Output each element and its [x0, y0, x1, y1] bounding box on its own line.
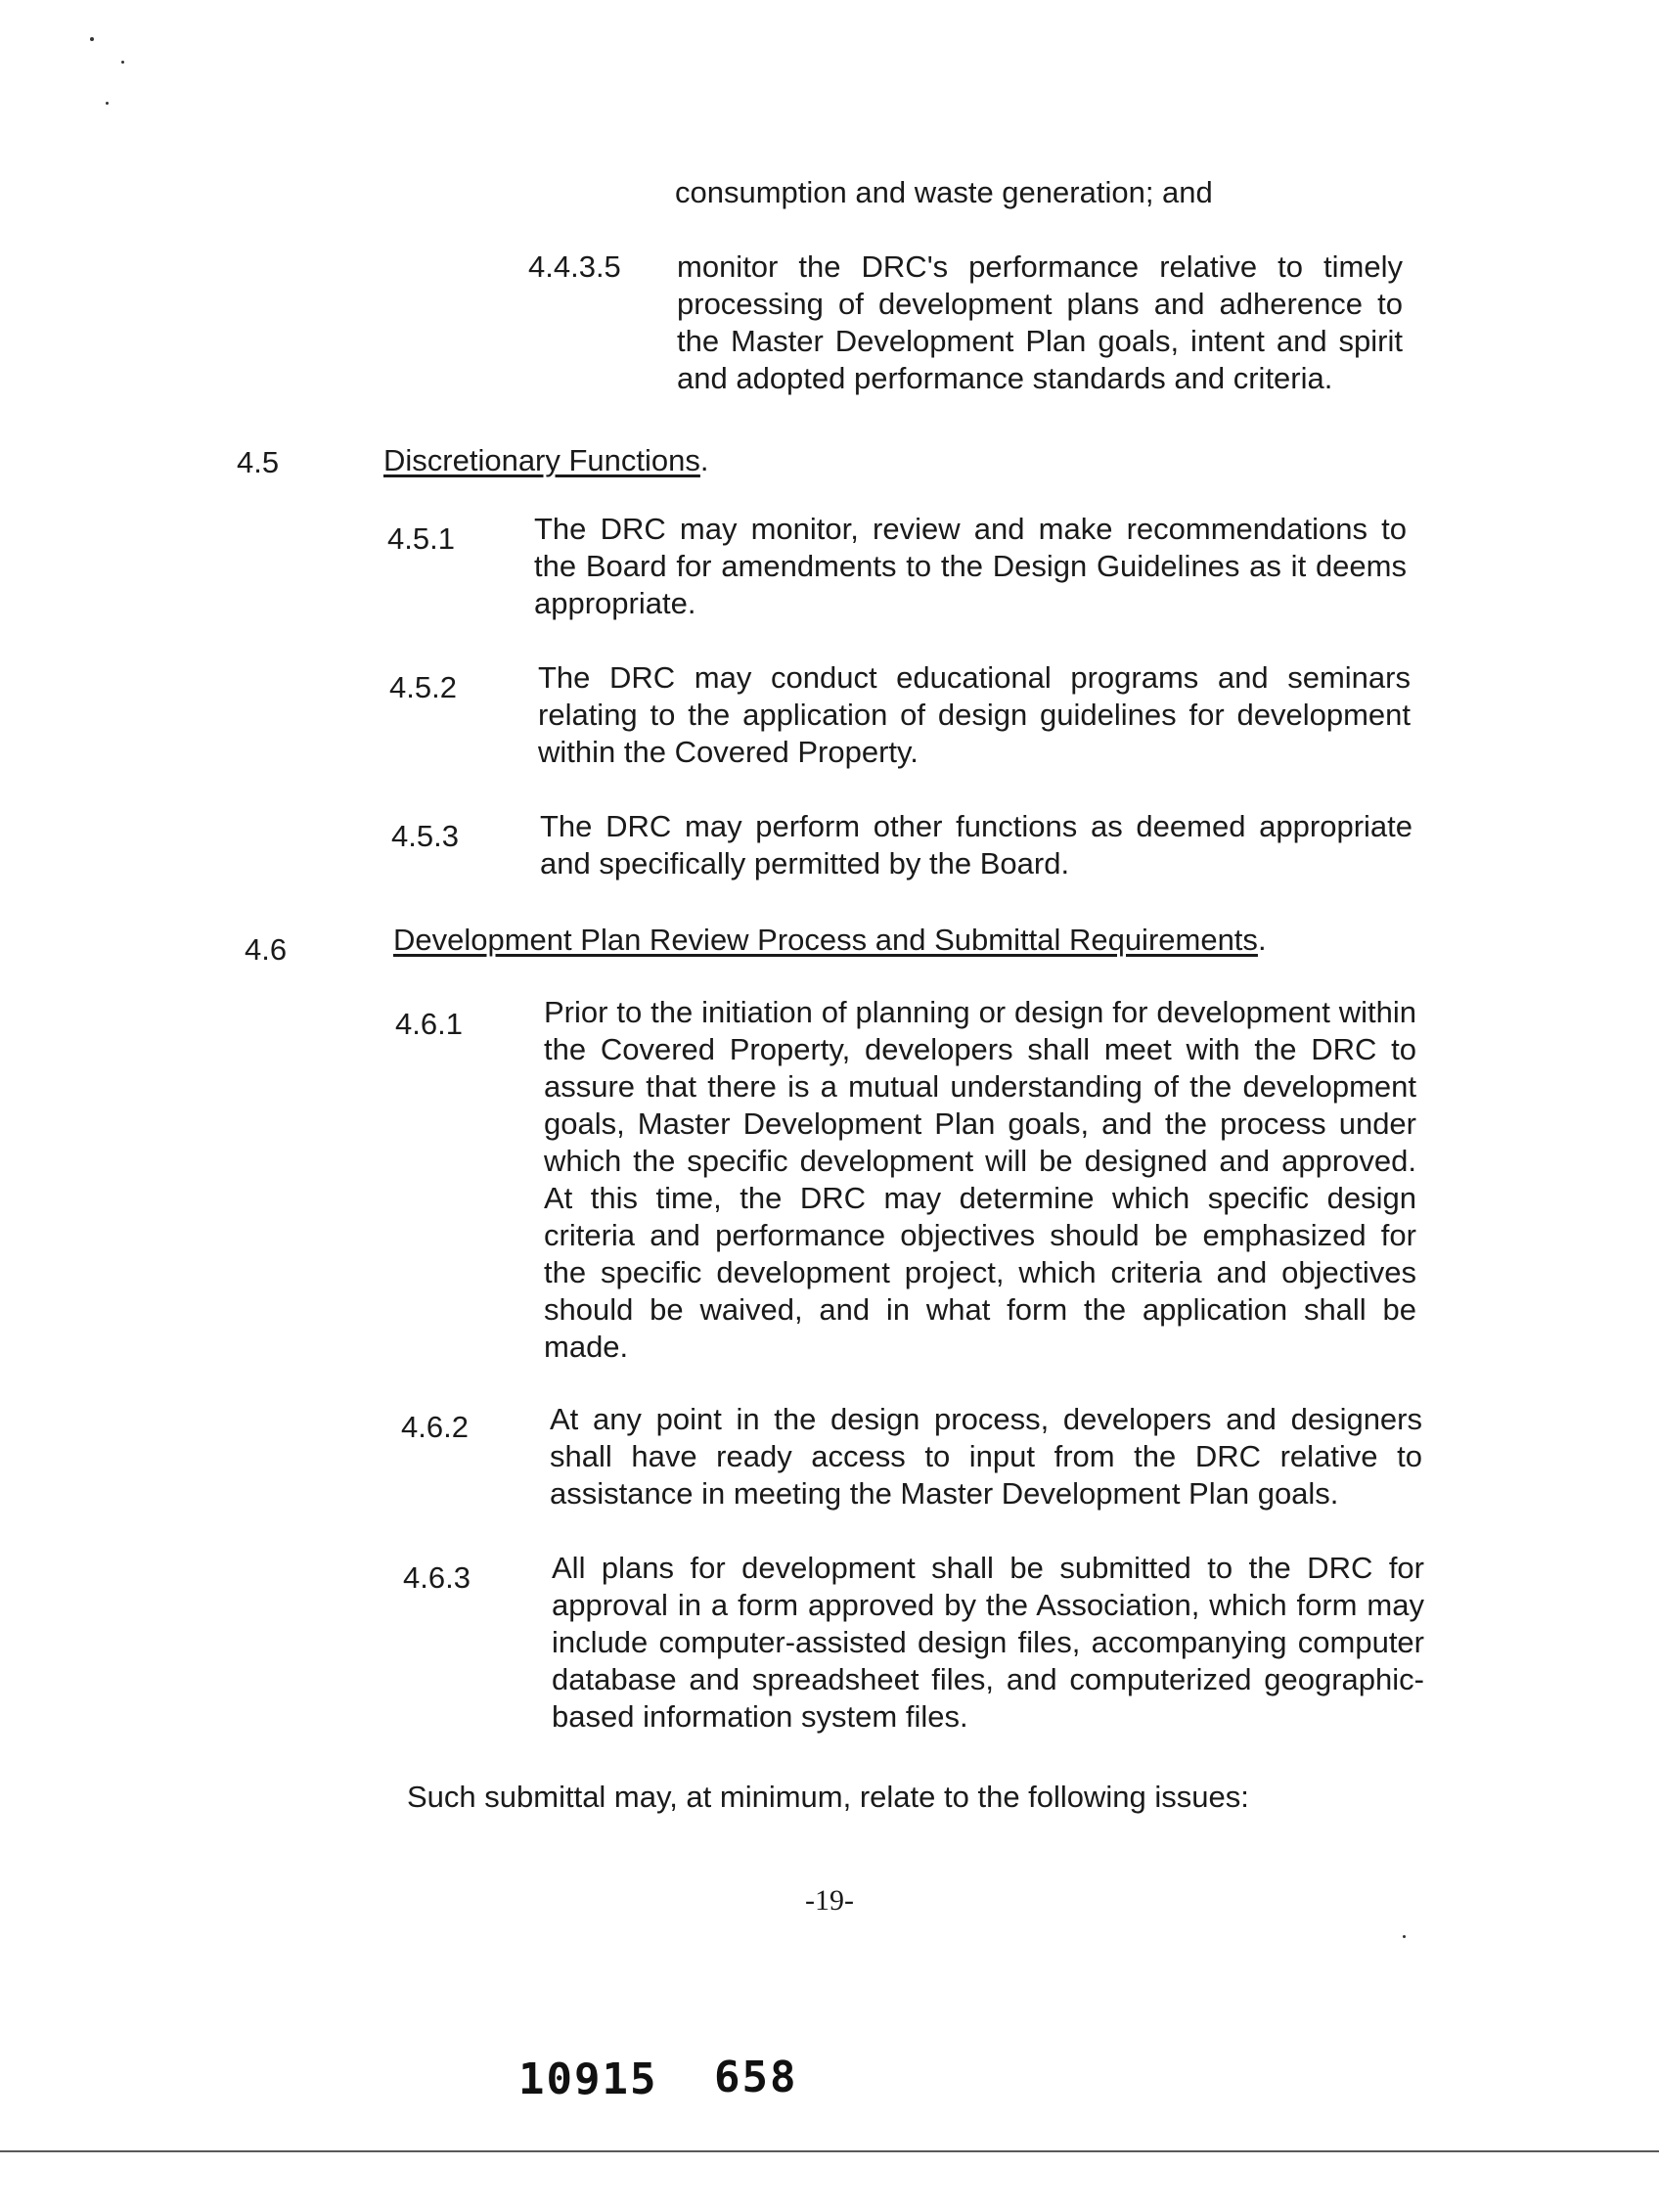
- item-number-4-6-1: 4.6.1: [395, 1007, 463, 1041]
- item-text-4-6-3: All plans for development shall be submitted to the DRC for approval in a form approved by the Association, which form may include computer-assisted design files, accompanying computer database and spreadsheet files, and computerized geographic-based information system files.: [552, 1551, 1424, 1734]
- item-number-4-5-2: 4.5.2: [389, 670, 457, 704]
- section-number-4-6: 4.6: [245, 932, 288, 967]
- section-number-4-5: 4.5: [237, 445, 280, 479]
- item-text-4-6-1: Prior to the initiation of planning or design for development within the Covered Property, developers shall meet with the DRC to assure that there is a mutual understanding of the development goals, Master Development Plan goals, and the process under which the specific development will be designed and approved. At this time, the DRC may determine which specific design criteria and performance objectives should be emphasized for the specific development project, which criteria and objectives should be waived, and in what form the application shall be made.: [544, 995, 1416, 1364]
- section-title-4-6-suffix: .: [1257, 923, 1267, 957]
- scan-speck: [1403, 1935, 1406, 1938]
- section-title-4-6: [393, 922, 1267, 959]
- item-text-4-6-2: At any point in the design process, developers and designers shall have ready access to input from the DRC relative to assistance in meeting the Master Development Plan goals.: [550, 1402, 1422, 1511]
- section-title-4-5: [383, 442, 709, 479]
- bottom-scan-rule: [0, 2150, 1659, 2152]
- scan-speck: [121, 61, 124, 64]
- closing-line: Such submittal may, at minimum, relate to the following issues:: [407, 1780, 1249, 1814]
- scan-speck: [90, 37, 94, 41]
- item-number-4-6-3: 4.6.3: [403, 1560, 471, 1595]
- item-number-4-5-3: 4.5.3: [391, 819, 459, 853]
- recording-stamp-book: 10915: [518, 2054, 658, 2104]
- item-text-4-5-1: The DRC may monitor, review and make recommendations to the Board for amendments to the Design Guidelines as it deems appropriate.: [534, 512, 1407, 620]
- item-text-4-5-3: The DRC may perform other functions as deemed appropriate and specifically permitted by the Board.: [540, 809, 1412, 880]
- section-title-4-5-suffix: .: [699, 443, 709, 477]
- item-number-4-6-2: 4.6.2: [401, 1410, 469, 1444]
- item-text-4-5-2: The DRC may conduct educational programs and seminars relating to the application of design guidelines for development within the Covered Property.: [538, 660, 1411, 769]
- continued-line: consumption and waste generation; and: [675, 175, 1213, 209]
- page-number: -19-: [805, 1884, 854, 1917]
- section-title-4-5-text: Discretionary Functions: [383, 443, 700, 477]
- item-number-4-4-3-5: 4.4.3.5: [528, 249, 621, 284]
- item-number-4-5-1: 4.5.1: [387, 521, 455, 556]
- section-title-4-6-text: Development Plan Review Process and Submittal Requirements: [393, 923, 1258, 957]
- item-text-4-4-3-5: monitor the DRC's performance relative to timely processing of development plans and adherence to the Master Development Plan goals, intent and spirit and adopted performance standards and criteria.: [677, 249, 1403, 395]
- scan-speck: [106, 102, 109, 105]
- recording-stamp-page: 658: [714, 2053, 798, 2102]
